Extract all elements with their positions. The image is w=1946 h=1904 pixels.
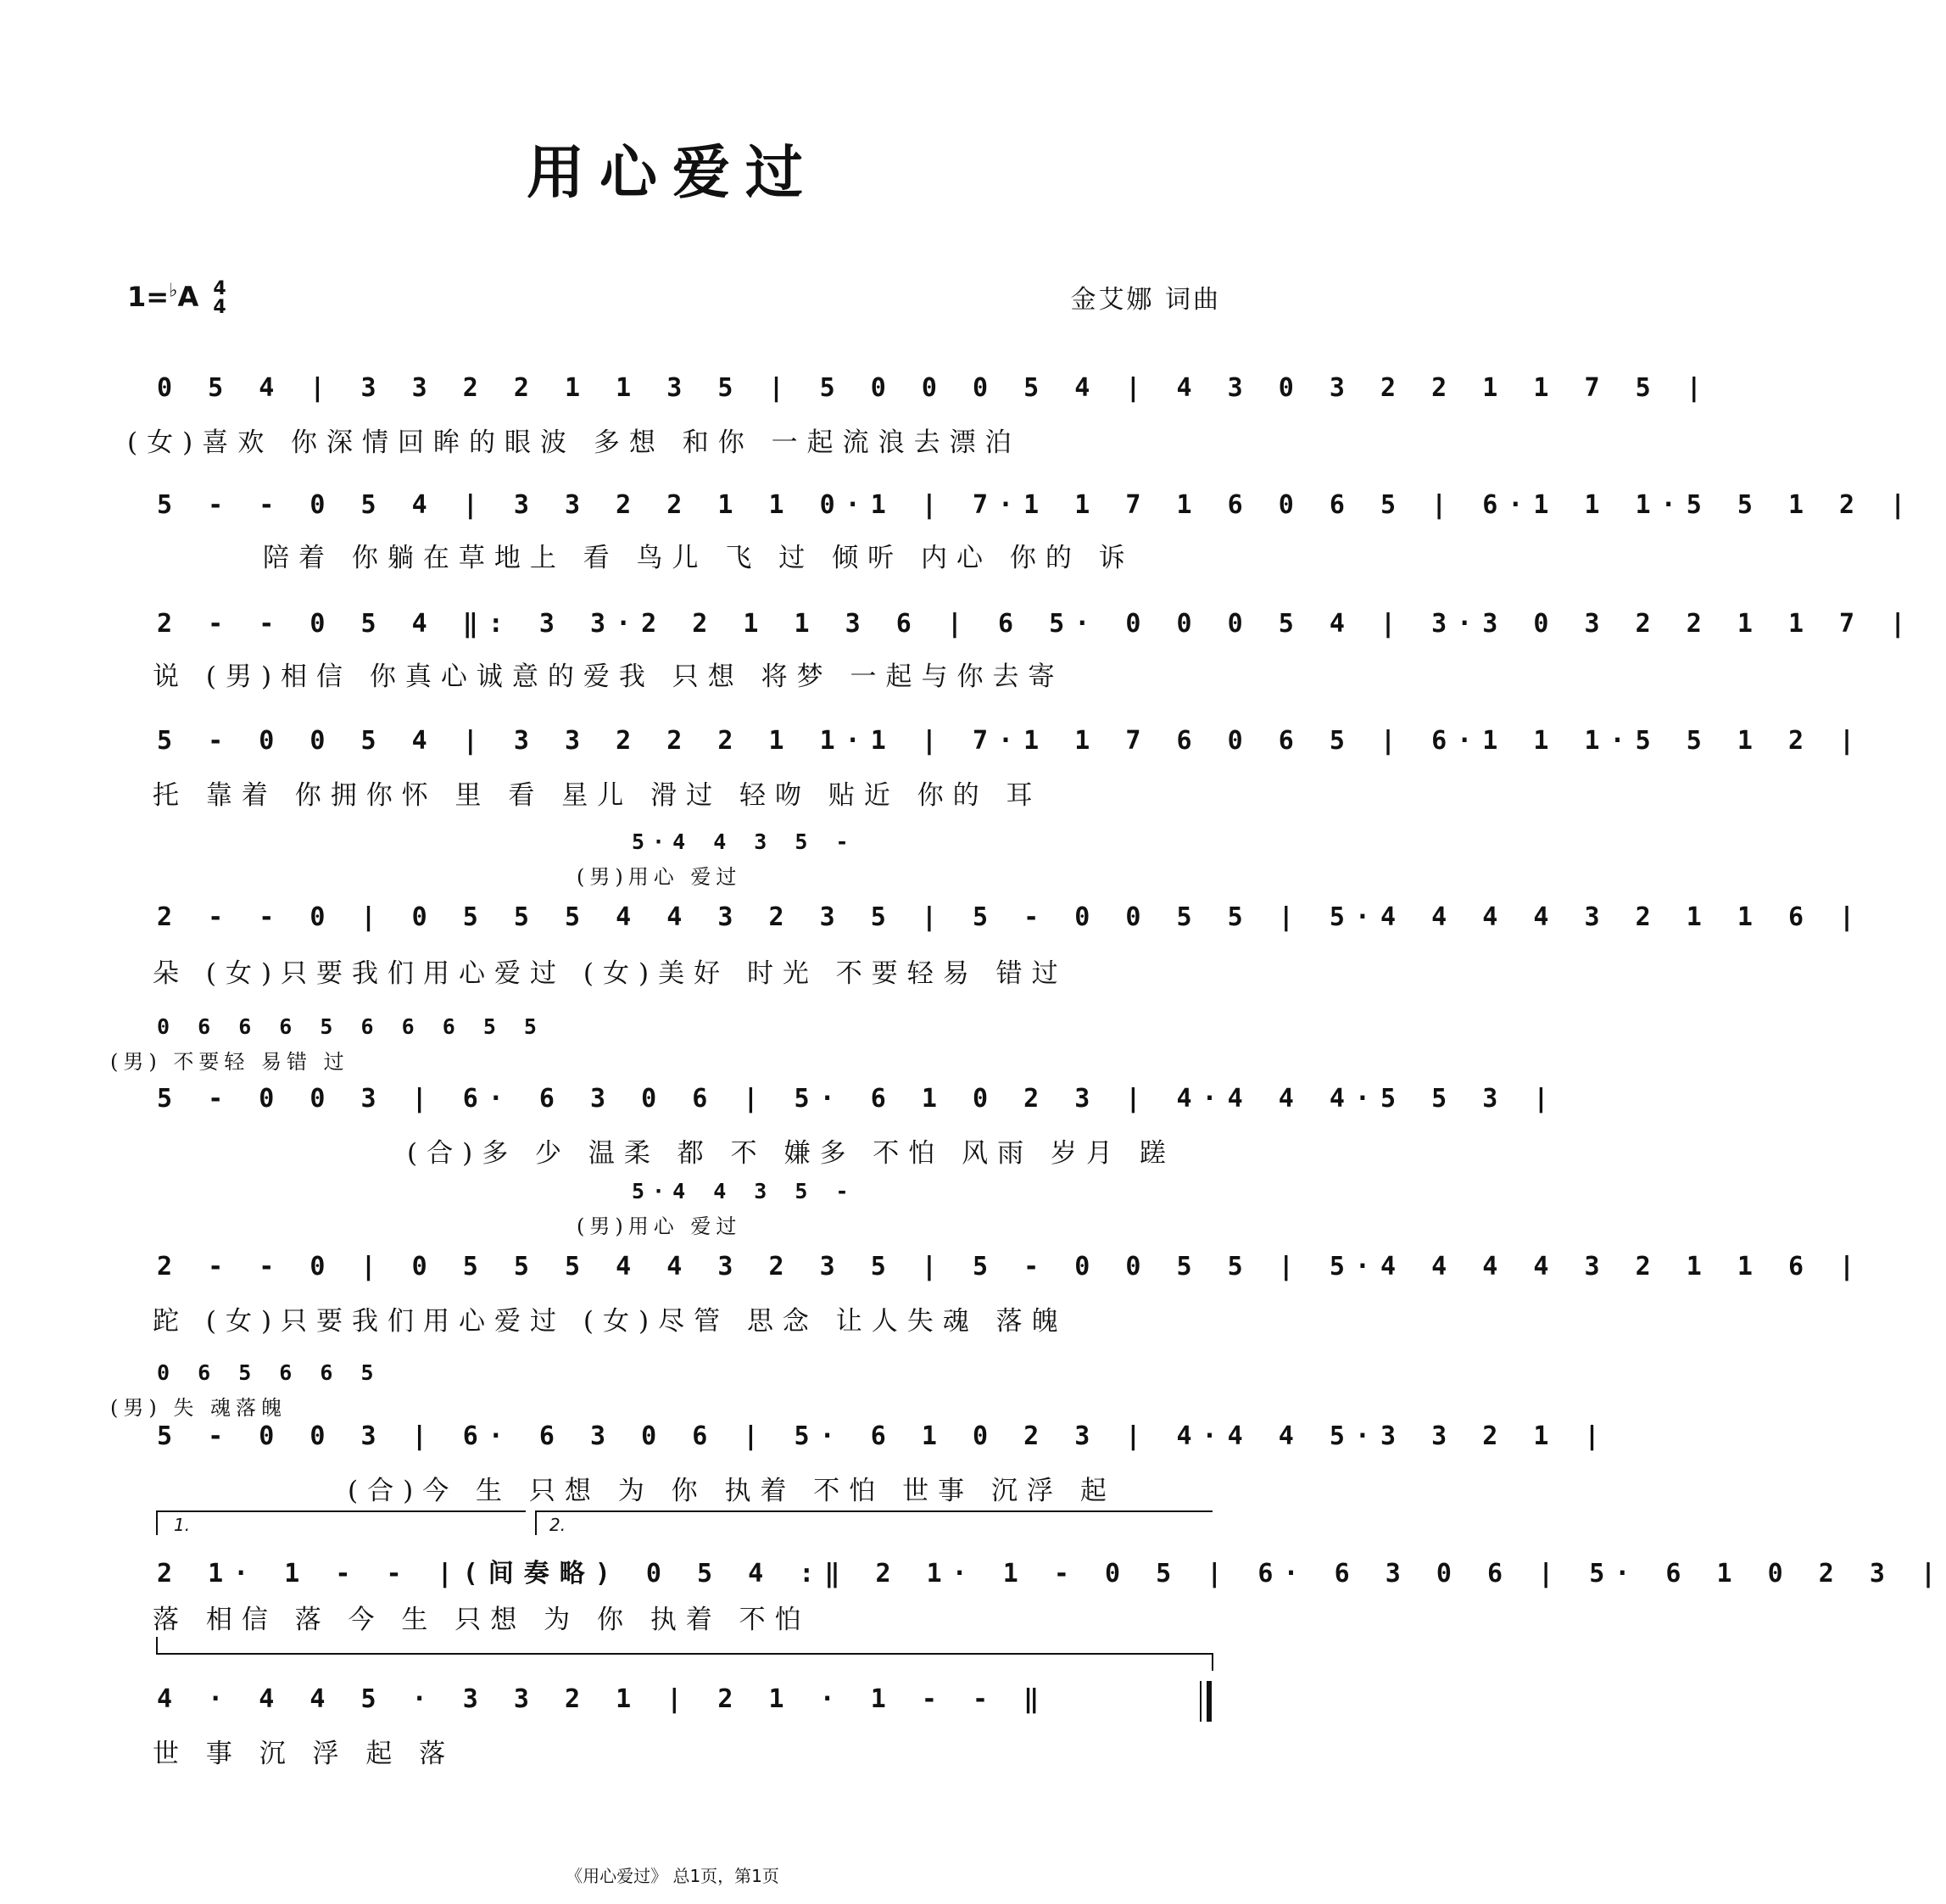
- system-8-upper-notes: 0 6 5 6 6 5: [157, 1360, 382, 1385]
- system-7-notes: 2 - - 0 | 0 5 5 5 4 4 3 2 3 5 | 5 - 0 0 5 5 | 5·4 4 4 4 3 2 1 1 6 |: [157, 1252, 1865, 1281]
- system-7-upper-notes: 5·4 4 3 5 -: [632, 1179, 856, 1203]
- system-5-lyric: 朵 (女)只要我们用心爱过 (女)美好 时光 不要轻易 错过: [153, 958, 1068, 989]
- coda-bracket: [157, 1637, 1213, 1671]
- volta-1-bracket: [157, 1511, 526, 1535]
- system-9-notes: 2 1· 1 - - |(间奏略) 0 5 4 :‖ 2 1· 1 - 0 5 | 6· 6 3 0 6 | 5· 6 1 0 2 3 |: [157, 1559, 1946, 1589]
- system-8-notes: 5 - 0 0 3 | 6· 6 3 0 6 | 5· 6 1 0 2 3 | 4·4 4 5·3 3 2 1 |: [157, 1421, 1610, 1451]
- system-2-notes: 5 - - 0 5 4 | 3 3 2 2 1 1 0·1 | 7·1 1 7 1 6 0 6 5 | 6·1 1 1·5 5 1 2 |: [157, 490, 1916, 520]
- system-7-lyric: 跎 (女)只要我们用心爱过 (女)尽管 思念 让人失魂 落魄: [153, 1306, 1068, 1337]
- volta-2-label: 2.: [549, 1515, 566, 1535]
- system-6-lyric: (合)多 少 温柔 都 不 嫌多 不怕 风雨 岁月 蹉: [407, 1138, 1175, 1169]
- system-6-upper-notes: 0 6 6 6 5 6 6 6 5 5: [157, 1014, 544, 1039]
- system-8-lyric: (合)今 生 只想 为 你 执着 不怕 世事 沉浮 起: [348, 1476, 1116, 1506]
- page-footer: 《用心爱过》 总1页，第1页: [566, 1866, 779, 1886]
- volta-1-label: 1.: [174, 1515, 191, 1535]
- system-2-lyric: 陪着 你躺在草地上 看 鸟儿 飞 过 倾听 内心 你的 诉: [263, 543, 1135, 573]
- system-10-notes: 4 · 4 4 5 · 3 3 2 1 | 2 1 · 1 - - ‖: [157, 1684, 1050, 1714]
- system-4-notes: 5 - 0 0 5 4 | 3 3 2 2 2 1 1·1 | 7·1 1 7 6 0 6 5 | 6·1 1 1·5 5 1 2 |: [157, 726, 1865, 756]
- system-3-lyric: 说 (男)相信 你真心诚意的爱我 只想 将梦 一起与你去寄: [153, 662, 1064, 692]
- flat-sign: ♭: [169, 280, 178, 302]
- system-10-lyric: 世 事 沉 浮 起 落: [153, 1739, 455, 1769]
- system-3-notes: 2 - - 0 5 4 ‖: 3 3·2 2 1 1 3 6 | 6 5· 0 0 0 5 4 | 3·3 0 3 2 2 1 1 7 |: [157, 609, 1916, 639]
- time-top: 4: [213, 278, 226, 299]
- system-5-notes: 2 - - 0 | 0 5 5 5 4 4 3 2 3 5 | 5 - 0 0 5 5 | 5·4 4 4 4 3 2 1 1 6 |: [157, 902, 1865, 932]
- system-6-upper-lyric: (男) 不要轻 易错 过: [110, 1050, 349, 1074]
- volta-2-bracket: [536, 1511, 1213, 1535]
- key-prefix: 1=: [127, 281, 170, 313]
- system-1-lyric: (女)喜欢 你深情回眸的眼波 多想 和你 一起流浪去漂泊: [127, 427, 1021, 458]
- system-8-upper-lyric: (男) 失 魂落魄: [110, 1396, 287, 1420]
- time-bottom: 4: [213, 297, 226, 318]
- system-1-notes: 0 5 4 | 3 3 2 2 1 1 3 5 | 5 0 0 0 5 4 | 4 3 0 3 2 2 1 1 7 5 |: [157, 373, 1712, 403]
- system-9-lyric: 落 相信 落 今 生 只想 为 你 执着 不怕: [153, 1605, 811, 1635]
- system-7-upper-lyric: (男)用心 爱过: [577, 1214, 742, 1238]
- system-5-upper-notes: 5·4 4 3 5 -: [632, 829, 856, 854]
- system-4-lyric: 托 靠着 你拥你怀 里 看 星儿 滑过 轻吻 贴近 你的 耳: [153, 780, 1042, 811]
- page-title: 用心爱过: [526, 139, 818, 207]
- credit: 金艾娜 词曲: [1070, 285, 1221, 315]
- system-5-upper-lyric: (男)用心 爱过: [577, 865, 742, 889]
- system-6-notes: 5 - 0 0 3 | 6· 6 3 0 6 | 5· 6 1 0 2 3 | 4·4 4 4·5 5 3 |: [157, 1084, 1559, 1114]
- key-note: A: [177, 281, 199, 313]
